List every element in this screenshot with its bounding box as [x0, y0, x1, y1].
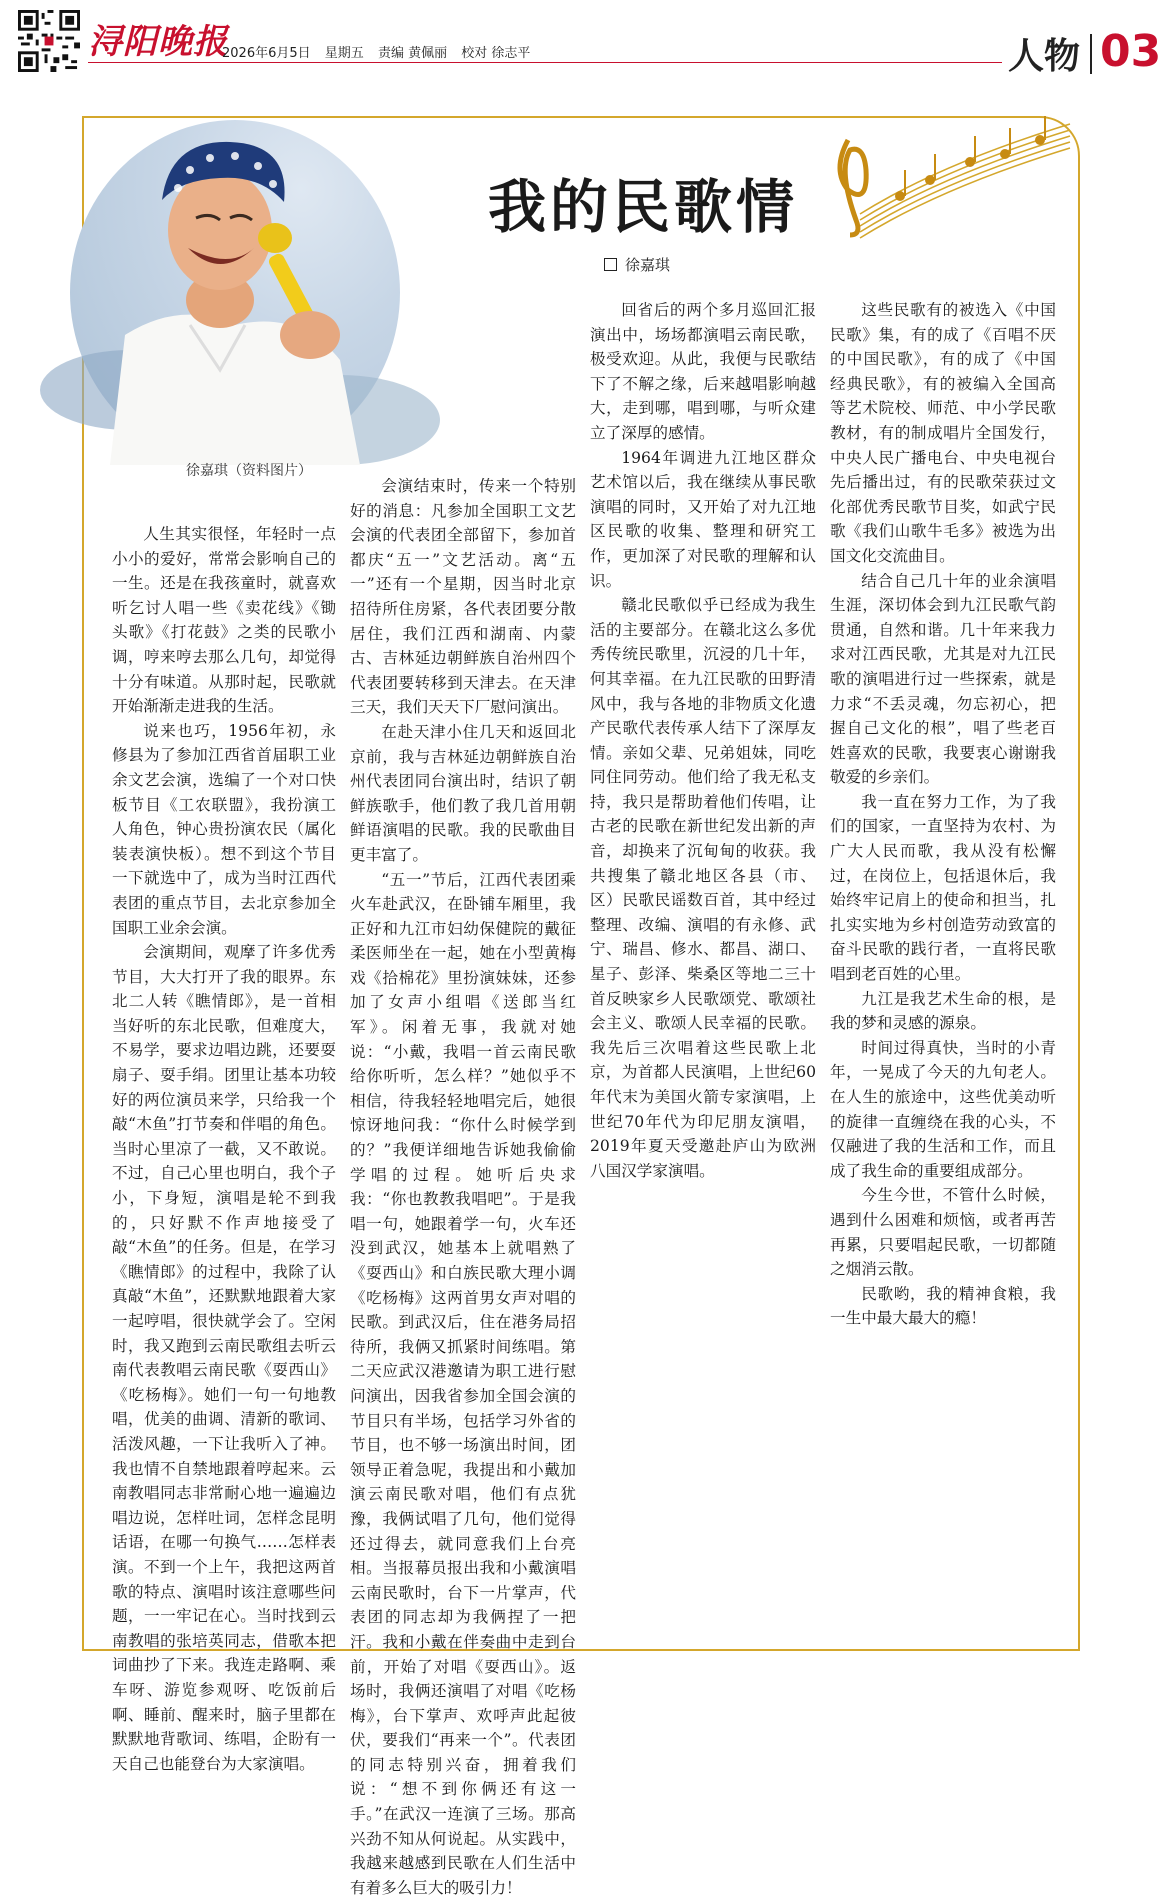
proofreader-credit: 校对 徐志平 — [461, 46, 531, 61]
masthead — [0, 0, 1172, 90]
editor-credit: 责编 黄佩丽 — [377, 46, 448, 61]
masthead-rule — [88, 62, 1002, 63]
section-divider — [1090, 34, 1092, 74]
photo-wrap-spacer — [350, 298, 440, 474]
paragraph-6: “五一”节后，江西代表团乘火车赴武汉，在卧铺车厢里，我正好和九江市妇幼保健院的戴征柔医师坐在一起，她在小型黄梅戏《拾棉花》里扮演妹妹，还参加了女声小组唱《送郎当红军》。闲着无事，我就对她说：“小戴，我唱一首云南民歌给你听听，怎么样？”她似乎不相信，待我轻轻地唱完后，她很惊讶地问我：“你什么时候学到的？”我便详细地告诉她我偷偷学唱的过程。她听后央求我：“你也教教我唱吧”。于是我唱一句，她跟着学一句，火车还没到武汉，她基本上就唱熟了《耍西山》和白族民歌大理小调《吃杨梅》这两首男女声对唱的民歌。到武汉后，住在港务局招待所，我俩又抓紧时间练唱。第二天应武汉港邀请为职工进行慰问演出，因我省参加全国会演的节目只有半场，包括学习外省的节目，也不够一场演出时间，团领导正着急呢，我提出和小戴加演云南民歌对唱，他们有点犹豫，我俩试唱了几句，他们觉得还过得去，就同意我们上台亮相。当报幕员报出我和小戴演唱云南民歌时，台下一片掌声，代表团的同志却为我俩捏了一把汗。我和小戴在伴奏曲中走到台前，开始了对唱《耍西山》。返场时，我俩还演唱了对唱《吃杨梅》，台下掌声、欢呼声此起彼伏，要我们“再来一个”。代表团的同志特别兴奋，拥着我们说：“想不到你俩还有这一手。”在武汉一连演了三场。那高兴劲不知从何说起。从实践中，我越来越感到民歌在人们生活中有着多么巨大的吸引力！ — [350, 870, 576, 1897]
newspaper-logo: 浔阳晚报 — [88, 22, 228, 62]
paragraph-9: 赣北民歌似乎已经成为我生活的主要部分。在赣北这么多优秀传统民歌里，沉浸的几十年，何其幸福。在九江民歌的田野清风中，我与各地的非物质文化遗产民歌代表传承人结下了深厚友情。亲如父辈、兄弟姐妹，同吃同住同劳动。他们给了我无私支持，我只是帮助着他们传唱，让古老的民歌在新世纪发出新的声音，却换来了沉甸甸的收获。我共搜集了赣北地区各县（市、区）民歌民谣数百首，其中经过整理、改编、演唱的有永修、武宁、瑞昌、修水、都昌、湖口、星子、彭泽、柴桑区等地二三十首反映家乡人民歌颂党、歌颂社会主义、歌颂人民幸福的民歌。我先后三次唱着这些民歌上北京，为首都人民演唱，上世纪60年代末为美国火箭专家演唱，上世纪70年代为印尼朋友演唱，2019年夏天受邀赴庐山为欧洲八国汉学家演唱。 — [590, 596, 816, 1180]
author-name: 徐嘉琪 — [625, 256, 671, 274]
paragraph-12: 我一直在努力工作，为了我们的国家，一直坚持为农村、为广大人民而歌，我从没有松懈过，在岗位上，包括退休后，我始终牢记肩上的使命和担当，扎扎实实地为乡村创造劳动致富的奋斗民歌的践行者，一直将民歌唱到老百姓的心里。 — [830, 792, 1056, 984]
qr-code-icon[interactable] — [18, 10, 80, 72]
paragraph-4: 会演结束时，传来一个特别好的消息：凡参加全国职工文艺会演的代表团全部留下，参加首都庆“五一”文艺活动。离“五一”还有一个星期，因当时北京招待所住房紧，各代表团要分散居住，我们江西和湖南、内蒙古、吉林延边朝鲜族自治州四个代表团要转移到天津去。在天津三天，我们天天下厂慰问演出。 — [350, 477, 576, 717]
paragraph-15: 今生今世，不管什么时候，遇到什么困难和烦恼，或者再苦再累，只要唱起民歌，一切都随之烟消云散。 — [830, 1186, 1056, 1279]
paragraph-2: 说来也巧，1956年初，永修县为了参加江西省首届职工业余文艺会演，选编了一个对口快板节目《工农联盟》，我扮演工人角色，钟心贵扮演农民（属化装表演快板）。想不到这个节目一下就选中了，成为当时江西代表团的重点节目，去北京参加全国职工业余会演。 — [112, 721, 336, 937]
paragraph-16: 民歌哟，我的精神食粮，我一生中最大最大的瘾！ — [830, 1284, 1056, 1328]
article-column-4 — [830, 298, 1056, 1331]
issue-weekday: 星期五 — [324, 46, 364, 61]
article-column-1 — [112, 522, 336, 1773]
paragraph-7: 回省后的两个多月巡回汇报演出中，场场都演唱云南民歌，极受欢迎。从此，我便与民歌结下了不解之缘，后来越唱影响越大，走到哪，唱到哪，与听众建立了深厚的感情。 — [590, 301, 816, 442]
paragraph-8: 1964年调进九江地区群众艺术馆以后，我在继续从事民歌演唱的同时，又开始了对九江地区民歌的收集、整理和研究工作，更加深了对民歌的理解和认识。 — [590, 448, 816, 590]
page-number: 03 — [1100, 26, 1162, 77]
article-column-2 — [350, 298, 576, 1897]
photo-caption: 徐嘉琪（资料图片） — [186, 463, 312, 479]
paragraph-10: 这些民歌有的被选入《中国民歌》集，有的成了《百唱不厌的中国民歌》，有的成了《中国经典民歌》，有的被编入全国高等艺术院校、师范、中小学民歌教材，有的制成唱片全国发行，中央人民广播电台、中央电视台先后播出过，有的民歌荣获过文化部优秀民歌节目奖，如武宁民歌《我们山歌牛毛多》被选为出国文化交流曲目。 — [830, 301, 1056, 565]
paragraph-13: 九江是我艺术生命的根，是我的梦和灵感的源泉。 — [830, 989, 1056, 1033]
paragraph-11: 结合自己几十年的业余演唱生涯，深切体会到九江民歌气韵贯通，自然和谐。几十年来我力求对江西民歌，尤其是对九江民歌的演唱进行过一些探索，就是力求“不丢灵魂，勿忘初心，把握自己文化的根”，唱了些老百姓喜欢的民歌，我要衷心谢谢我敬爱的乡亲们。 — [830, 571, 1056, 787]
issue-date: 2026年6月5日 — [222, 46, 311, 61]
music-notes-icon — [820, 110, 1080, 240]
paragraph-5: 在赴天津小住几天和返回北京前，我与吉林延边朝鲜族自治州代表团同台演出时，结识了朝鲜族歌手，他们教了我几首用朝鲜语演唱的民歌。我的民歌曲目更丰富了。 — [350, 722, 576, 864]
paragraph-14: 时间过得真快，当时的小青年，一晃成了今天的九旬老人。在人生的旅途中，这些优美动听的旋律一直缠绕在我的心头，不仅融进了我的生活和工作，而且成了我生命的重要组成部分。 — [830, 1038, 1056, 1180]
article-column-3 — [590, 298, 816, 1523]
article-byline — [604, 254, 670, 275]
article-title: 我的民歌情 — [488, 173, 799, 241]
byline-box-icon — [604, 258, 617, 271]
section-title: 人物 — [1008, 35, 1081, 77]
paragraph-1: 人生其实很怪，年轻时一点小小的爱好，常常会影响自己的一生。还是在我孩童时，就喜欢听乞讨人唱一些《卖花线》《锄头歌》《打花鼓》之类的民歌小调，哼来哼去那么几句，却觉得十分有味道。从那时起，民歌就开始渐渐走进我的生活。 — [112, 525, 336, 716]
issue-meta — [222, 42, 540, 61]
paragraph-3: 会演期间，观摩了许多优秀节目，大大打开了我的眼界。东北二人转《瞧情郎》，是一首相当好听的东北民歌，但难度大，不易学，要求边唱边跳，还要耍扇子、耍手绢。团里让基本功较好的两位演员来学，只给我一个敲“木鱼”打节奏和伴唱的角色。当时心里凉了一截，又不敢说。不过，自己心里也明白，我个子小，下身短，演唱是轮不到我的，只好默不作声地接受了敲“木鱼”的任务。但是，在学习《瞧情郎》的过程中，我除了认真敲“木鱼”，还默默地跟着大家一起哼唱，很快就学会了。空闲时，我又跑到云南民歌组去听云南代表教唱云南民歌《耍西山》《吃杨梅》。她们一句一句地教唱，优美的曲调、清新的歌词、活泼风趣，一下让我听入了神。我也情不自禁地跟着哼起来。云南教唱同志非常耐心地一遍遍边唱边说，怎样吐词，怎样念昆明话语，在哪一句换气……怎样表演。不到一个上午，我把这两首歌的特点、演唱时该注意哪些问题，一一牢记在心。当时找到云南教唱的张培英同志，借歌本把词曲抄了下来。我连走路啊、乘车呀、游览参观呀、吃饭前后啊、睡前、醒来时，脑子里都在默默地背歌词、练唱，企盼有一天自己也能登台为大家演唱。 — [112, 943, 336, 1773]
